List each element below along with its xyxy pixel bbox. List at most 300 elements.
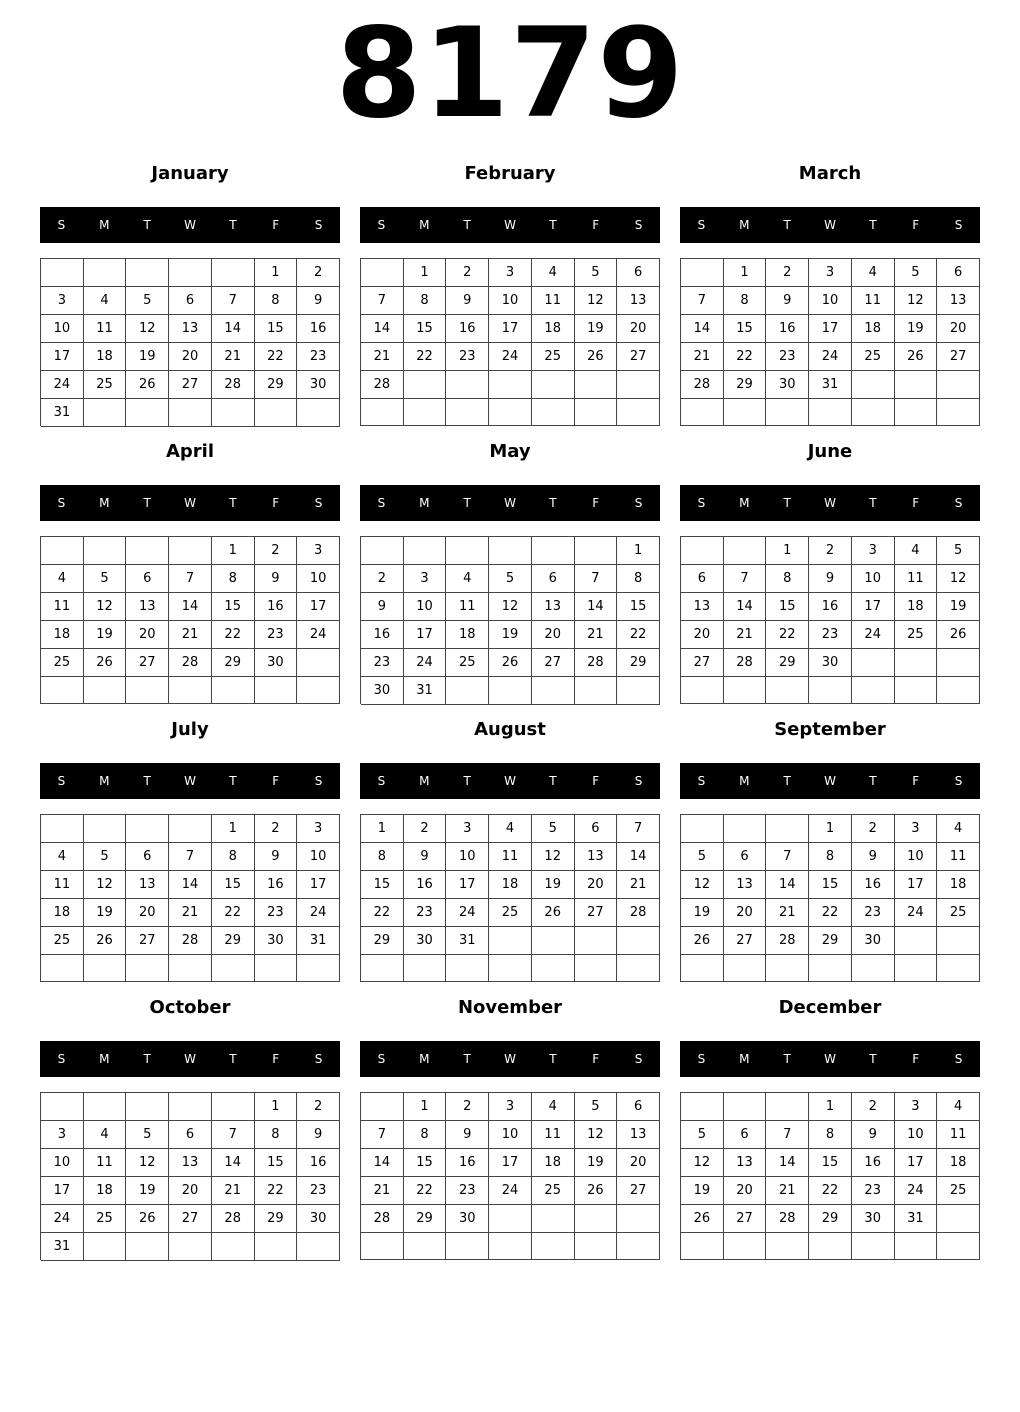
day-cell: 30 (361, 677, 404, 705)
month-name: August (474, 719, 546, 740)
day-cell: 23 (255, 621, 298, 649)
day-cell: 22 (809, 1177, 852, 1205)
day-cell: 7 (766, 1121, 809, 1149)
month-july (40, 714, 340, 992)
day-cell: 23 (809, 621, 852, 649)
weekday-label: T (143, 1052, 151, 1066)
day-cell: 27 (617, 1177, 660, 1205)
weekday-header (40, 1041, 340, 1077)
empty-cell (126, 537, 169, 565)
empty-cell (895, 677, 938, 704)
weekday-label: T (229, 218, 237, 232)
weekday-label: S (954, 774, 963, 788)
day-cell: 30 (255, 649, 298, 677)
weekday-label: S (57, 774, 66, 788)
empty-cell (446, 537, 489, 565)
empty-cell (84, 1093, 127, 1121)
day-cell: 5 (126, 287, 169, 315)
empty-cell (255, 677, 298, 704)
day-cell: 24 (852, 621, 895, 649)
day-cell: 29 (809, 927, 852, 955)
weekday-label: T (229, 774, 237, 788)
day-cell: 14 (766, 1149, 809, 1177)
empty-cell (852, 371, 895, 399)
day-cell: 10 (297, 843, 340, 871)
day-cell: 24 (404, 649, 447, 677)
day-cell: 16 (852, 1149, 895, 1177)
weekday-label: S (697, 774, 706, 788)
day-cell: 23 (297, 1177, 340, 1205)
day-cell: 17 (41, 343, 84, 371)
empty-cell (169, 1233, 212, 1261)
empty-cell (212, 399, 255, 427)
weekday-label: T (783, 1052, 791, 1066)
day-cell: 17 (895, 871, 938, 899)
day-cell: 24 (41, 1205, 84, 1233)
empty-cell (895, 1233, 938, 1260)
day-cell: 4 (41, 843, 84, 871)
day-cell: 9 (404, 843, 447, 871)
day-cell: 18 (852, 315, 895, 343)
empty-cell (169, 815, 212, 843)
day-cell: 25 (937, 899, 980, 927)
weekday-header (360, 207, 660, 243)
day-cell: 10 (41, 1149, 84, 1177)
empty-cell (255, 955, 298, 982)
day-cell: 22 (255, 1177, 298, 1205)
day-cell: 21 (169, 621, 212, 649)
empty-cell (766, 955, 809, 982)
day-cell: 4 (446, 565, 489, 593)
day-cell: 8 (212, 565, 255, 593)
day-cell: 3 (489, 259, 532, 287)
day-grid (40, 814, 340, 982)
day-cell: 19 (126, 1177, 169, 1205)
weekday-label: M (99, 218, 110, 232)
day-cell: 22 (361, 899, 404, 927)
day-cell: 2 (446, 1093, 489, 1121)
weekday-label: S (314, 218, 323, 232)
month-name: April (165, 441, 215, 462)
empty-cell (575, 677, 618, 705)
day-cell: 18 (41, 899, 84, 927)
day-grid (40, 258, 340, 426)
day-cell: 15 (255, 315, 298, 343)
empty-cell (532, 677, 575, 705)
empty-cell (766, 677, 809, 704)
weekday-label: S (377, 1052, 386, 1066)
weekday-label: W (504, 496, 516, 510)
weekday-label: W (184, 218, 196, 232)
day-cell: 8 (809, 1121, 852, 1149)
day-cell: 24 (489, 343, 532, 371)
empty-cell (532, 399, 575, 426)
day-cell: 20 (126, 621, 169, 649)
empty-cell (361, 1233, 404, 1260)
day-cell: 18 (84, 1177, 127, 1205)
day-cell: 7 (212, 287, 255, 315)
month-name: October (149, 997, 231, 1018)
day-cell: 19 (532, 871, 575, 899)
empty-cell (41, 955, 84, 982)
day-cell: 26 (126, 371, 169, 399)
empty-cell (41, 259, 84, 287)
day-cell: 24 (809, 343, 852, 371)
day-cell: 19 (937, 593, 980, 621)
empty-cell (169, 259, 212, 287)
empty-cell (446, 955, 489, 982)
day-cell: 6 (724, 843, 767, 871)
day-cell: 12 (126, 1149, 169, 1177)
weekday-label: T (463, 496, 471, 510)
day-cell: 14 (617, 843, 660, 871)
empty-cell (532, 371, 575, 399)
empty-cell (809, 1233, 852, 1260)
weekday-label: F (272, 496, 280, 510)
day-grid (680, 258, 980, 426)
empty-cell (361, 259, 404, 287)
day-cell: 30 (809, 649, 852, 677)
day-cell: 31 (895, 1205, 938, 1233)
day-cell: 30 (297, 371, 340, 399)
empty-cell (532, 537, 575, 565)
day-cell: 5 (681, 1121, 724, 1149)
weekday-label: T (143, 218, 151, 232)
day-cell: 10 (404, 593, 447, 621)
day-cell: 30 (404, 927, 447, 955)
weekday-label: T (869, 774, 877, 788)
day-cell: 27 (169, 1205, 212, 1233)
day-cell: 26 (84, 649, 127, 677)
empty-cell (766, 399, 809, 426)
day-cell: 19 (895, 315, 938, 343)
weekday-label: F (912, 1052, 920, 1066)
empty-cell (681, 537, 724, 565)
day-cell: 1 (212, 537, 255, 565)
day-cell: 6 (681, 565, 724, 593)
day-cell: 19 (84, 621, 127, 649)
day-cell: 22 (212, 621, 255, 649)
day-cell: 8 (617, 565, 660, 593)
day-cell: 20 (937, 315, 980, 343)
empty-cell (446, 399, 489, 426)
weekday-label: S (57, 218, 66, 232)
day-cell: 1 (766, 537, 809, 565)
day-cell: 10 (895, 1121, 938, 1149)
weekday-label: S (954, 218, 963, 232)
day-cell: 27 (681, 649, 724, 677)
empty-cell (809, 399, 852, 426)
weekday-label: S (377, 774, 386, 788)
day-cell: 24 (297, 621, 340, 649)
day-cell: 7 (361, 1121, 404, 1149)
day-cell: 8 (404, 287, 447, 315)
day-cell: 28 (212, 371, 255, 399)
day-cell: 9 (446, 1121, 489, 1149)
month-june (680, 436, 980, 714)
weekday-label: S (634, 218, 643, 232)
day-cell: 4 (852, 259, 895, 287)
empty-cell (766, 1093, 809, 1121)
day-cell: 11 (852, 287, 895, 315)
day-cell: 31 (809, 371, 852, 399)
empty-cell (446, 371, 489, 399)
weekday-label: S (377, 218, 386, 232)
day-cell: 10 (489, 1121, 532, 1149)
day-cell: 5 (681, 843, 724, 871)
day-cell: 28 (766, 927, 809, 955)
weekday-label: T (463, 218, 471, 232)
day-cell: 27 (169, 371, 212, 399)
day-cell: 17 (446, 871, 489, 899)
empty-cell (255, 399, 298, 427)
day-cell: 12 (937, 565, 980, 593)
day-cell: 22 (255, 343, 298, 371)
empty-cell (212, 677, 255, 704)
day-cell: 11 (41, 593, 84, 621)
day-cell: 23 (404, 899, 447, 927)
empty-cell (852, 955, 895, 982)
weekday-label: S (697, 1052, 706, 1066)
day-cell: 1 (212, 815, 255, 843)
day-cell: 15 (404, 1149, 447, 1177)
day-cell: 15 (724, 315, 767, 343)
day-cell: 21 (766, 1177, 809, 1205)
day-cell: 7 (617, 815, 660, 843)
month-january (40, 158, 340, 436)
empty-cell (724, 399, 767, 426)
empty-cell (297, 677, 340, 704)
empty-cell (575, 955, 618, 982)
day-cell: 6 (126, 843, 169, 871)
day-cell: 6 (169, 1121, 212, 1149)
day-cell: 13 (724, 1149, 767, 1177)
day-cell: 22 (404, 1177, 447, 1205)
day-cell: 5 (575, 1093, 618, 1121)
day-cell: 25 (84, 1205, 127, 1233)
day-cell: 24 (41, 371, 84, 399)
day-cell: 7 (724, 565, 767, 593)
day-cell: 31 (446, 927, 489, 955)
empty-cell (895, 927, 938, 955)
day-cell: 13 (617, 287, 660, 315)
empty-cell (532, 927, 575, 955)
day-cell: 25 (41, 649, 84, 677)
empty-cell (937, 927, 980, 955)
empty-cell (84, 815, 127, 843)
day-cell: 21 (724, 621, 767, 649)
weekday-header (40, 763, 340, 799)
empty-cell (681, 1093, 724, 1121)
empty-cell (169, 399, 212, 427)
day-cell: 22 (212, 899, 255, 927)
empty-cell (724, 1233, 767, 1260)
day-cell: 3 (41, 1121, 84, 1149)
empty-cell (404, 371, 447, 399)
empty-cell (361, 399, 404, 426)
day-cell: 30 (446, 1205, 489, 1233)
day-cell: 2 (446, 259, 489, 287)
weekday-label: S (634, 1052, 643, 1066)
day-cell: 17 (489, 315, 532, 343)
empty-cell (681, 399, 724, 426)
day-cell: 12 (126, 315, 169, 343)
weekday-label: F (592, 1052, 600, 1066)
day-cell: 1 (404, 1093, 447, 1121)
day-cell: 27 (724, 1205, 767, 1233)
day-cell: 19 (681, 1177, 724, 1205)
day-cell: 26 (84, 927, 127, 955)
day-cell: 14 (766, 871, 809, 899)
empty-cell (575, 399, 618, 426)
empty-cell (297, 955, 340, 982)
day-cell: 20 (532, 621, 575, 649)
day-cell: 15 (404, 315, 447, 343)
empty-cell (404, 537, 447, 565)
weekday-label: W (184, 496, 196, 510)
empty-cell (724, 955, 767, 982)
weekday-header (360, 763, 660, 799)
weekday-header (40, 207, 340, 243)
day-cell: 4 (895, 537, 938, 565)
day-cell: 22 (724, 343, 767, 371)
day-cell: 30 (766, 371, 809, 399)
empty-cell (937, 1205, 980, 1233)
day-cell: 10 (297, 565, 340, 593)
day-cell: 24 (489, 1177, 532, 1205)
month-name: June (807, 441, 853, 462)
day-cell: 16 (404, 871, 447, 899)
weekday-label: W (184, 1052, 196, 1066)
day-cell: 12 (84, 593, 127, 621)
empty-cell (84, 259, 127, 287)
day-cell: 8 (809, 843, 852, 871)
month-name: September (774, 719, 886, 740)
day-cell: 19 (575, 315, 618, 343)
empty-cell (361, 955, 404, 982)
weekday-label: M (99, 496, 110, 510)
day-cell: 9 (361, 593, 404, 621)
weekday-header (680, 485, 980, 521)
day-cell: 11 (532, 287, 575, 315)
day-cell: 13 (126, 593, 169, 621)
weekday-label: W (504, 1052, 516, 1066)
month-name: January (151, 163, 229, 184)
empty-cell (681, 955, 724, 982)
weekday-label: M (419, 1052, 430, 1066)
day-cell: 4 (532, 1093, 575, 1121)
weekday-label: M (419, 218, 430, 232)
empty-cell (681, 1233, 724, 1260)
day-cell: 11 (895, 565, 938, 593)
day-cell: 29 (404, 1205, 447, 1233)
day-cell: 15 (617, 593, 660, 621)
weekday-label: T (549, 774, 557, 788)
day-cell: 11 (41, 871, 84, 899)
day-cell: 4 (84, 287, 127, 315)
day-cell: 9 (255, 843, 298, 871)
day-cell: 6 (617, 259, 660, 287)
day-cell: 17 (297, 593, 340, 621)
day-cell: 13 (937, 287, 980, 315)
day-cell: 13 (169, 1149, 212, 1177)
weekday-label: T (869, 1052, 877, 1066)
day-cell: 16 (255, 871, 298, 899)
day-cell: 27 (575, 899, 618, 927)
day-cell: 28 (169, 927, 212, 955)
day-cell: 3 (895, 1093, 938, 1121)
weekday-label: F (912, 774, 920, 788)
day-cell: 9 (446, 287, 489, 315)
day-cell: 20 (617, 315, 660, 343)
day-cell: 1 (404, 259, 447, 287)
day-cell: 31 (297, 927, 340, 955)
weekday-label: T (869, 218, 877, 232)
empty-cell (297, 399, 340, 427)
day-cell: 29 (361, 927, 404, 955)
weekday-label: F (592, 496, 600, 510)
weekday-label: W (184, 774, 196, 788)
empty-cell (489, 955, 532, 982)
day-cell: 31 (41, 1233, 84, 1261)
day-cell: 22 (404, 343, 447, 371)
weekday-label: F (272, 218, 280, 232)
day-cell: 26 (681, 927, 724, 955)
day-cell: 2 (255, 815, 298, 843)
empty-cell (575, 1233, 618, 1260)
weekday-label: M (419, 774, 430, 788)
day-cell: 20 (724, 899, 767, 927)
day-cell: 24 (446, 899, 489, 927)
day-cell: 6 (724, 1121, 767, 1149)
weekday-header (360, 485, 660, 521)
empty-cell (937, 955, 980, 982)
day-cell: 20 (575, 871, 618, 899)
day-cell: 19 (489, 621, 532, 649)
year-title: 8179 (335, 2, 685, 146)
month-november (360, 992, 660, 1270)
day-grid (680, 1092, 980, 1260)
empty-cell (895, 649, 938, 677)
day-cell: 10 (809, 287, 852, 315)
empty-cell (126, 259, 169, 287)
day-cell: 3 (852, 537, 895, 565)
day-grid (360, 814, 660, 982)
day-cell: 30 (255, 927, 298, 955)
day-cell: 19 (681, 899, 724, 927)
day-cell: 3 (446, 815, 489, 843)
empty-cell (212, 955, 255, 982)
month-october (40, 992, 340, 1270)
day-cell: 7 (212, 1121, 255, 1149)
day-cell: 23 (361, 649, 404, 677)
day-cell: 28 (766, 1205, 809, 1233)
day-cell: 27 (126, 927, 169, 955)
day-cell: 11 (446, 593, 489, 621)
day-cell: 21 (169, 899, 212, 927)
day-cell: 14 (361, 1149, 404, 1177)
day-cell: 18 (895, 593, 938, 621)
day-cell: 15 (255, 1149, 298, 1177)
empty-cell (169, 677, 212, 704)
day-cell: 10 (489, 287, 532, 315)
day-cell: 14 (724, 593, 767, 621)
day-cell: 5 (84, 565, 127, 593)
empty-cell (617, 371, 660, 399)
day-cell: 24 (895, 899, 938, 927)
day-cell: 28 (169, 649, 212, 677)
day-cell: 13 (532, 593, 575, 621)
